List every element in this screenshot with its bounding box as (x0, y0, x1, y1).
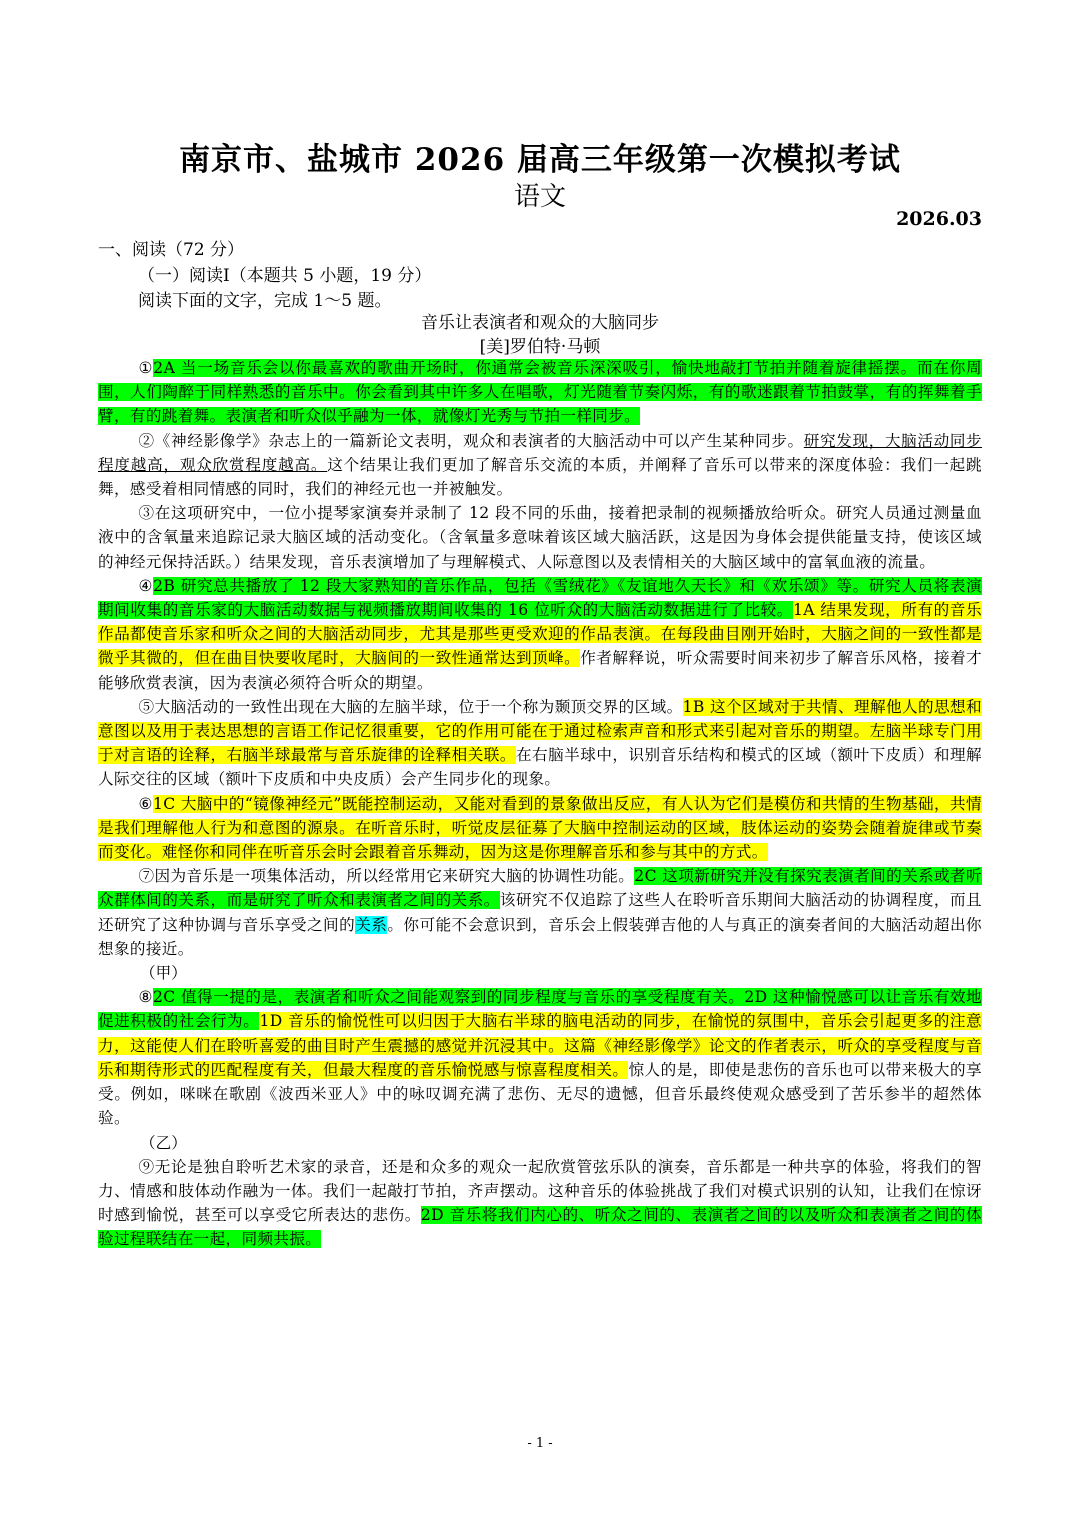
highlight-green: 2B 研究总共播放了 12 段大家熟知的音乐作品，包括《雪绒花》《友谊地久天长》和《欢乐颂》等。研究人员将表演期间收集的音乐家的大脑活动数据与视频播放期间收集的 16 位听众的大脑活动数据进行了比较。 (98, 576, 982, 620)
article-title: 音乐让表演者和观众的大脑同步 (421, 313, 659, 333)
highlight-yellow: 1A 结果发现，所有的音乐作品都使音乐家和听众之间的大脑活动同步，尤其是那些更受欢迎的作品表演。在每段曲目刚开始时，大脑之间的一致性都是微乎其微的，但在曲目快要收尾时，大脑间的一致性通常达到顶峰。 (98, 601, 982, 668)
subject-title: 语文 (513, 182, 566, 212)
paragraph-text: 无论是独自聆听艺术家的录音，还是和众多的观众一起欣赏管弦乐队的演奏，音乐都是一种共享的体验，将我们的智力、情感和肢体动作融为一体。我们一起敲打节拍，齐声摆动。这种音乐的体验挑战了我们对模式识别的认知，让我们在惊讶时感到愉悦，甚至可以享受它所表达的悲伤。 (98, 1157, 982, 1225)
paragraph-number: ⑤ (138, 697, 155, 716)
paragraph-number: ⑦ (138, 867, 155, 886)
paragraph-8 (98, 985, 982, 1130)
paragraph-2 (98, 429, 982, 502)
paragraph-4 (98, 574, 982, 695)
paragraph-9 (98, 1155, 982, 1252)
highlight-yellow: 1C 大脑中的“镜像神经元”既能控制运动，又能对看到的景象做出反应，有人认为它们是模仿和共情的生物基础，共情是我们理解他人行为和意图的源泉。在听音乐时，听觉皮层征募了大脑中控制运动的区域，肢体运动的姿势会随着旋律或节奏而变化。难怪你和同伴在听音乐会时会跟着音乐舞动，因为这是你理解音乐和参与其中的方式。 (98, 794, 982, 862)
instruction: 阅读下面的文字，完成 1～5 题。 (138, 291, 392, 311)
highlight-green: 2C 这项新研究并没有探究表演者间的关系或者听众群体间的关系，而是研究了听众和表演者之间的关系。 (98, 867, 982, 910)
marker-yi: （乙） (140, 1133, 187, 1152)
paragraph-number: ② (138, 431, 155, 450)
paragraph-6 (98, 792, 982, 865)
underlined-text: 研究发现，大脑活动同步程度越高，观众欣赏程度越高。 (98, 431, 982, 474)
highlight-yellow: 1B 这个区域对于共情、理解他人的思想和意图以及用于表达思想的言语工作记忆很重要，它的作用可能在于通过检索声音和形式来引起对音乐的期望。左脑半球专门用于对言语的诠释，右脑半球最常与音乐旋律的诠释相关联。 (98, 697, 982, 765)
article-body (98, 356, 982, 1252)
paragraph-5 (98, 695, 982, 792)
paragraph-text: 这个结果让我们更加了解音乐交流的本质，并阐释了音乐可以带来的深度体验：我们一起跳舞，感受着相同情感的同时，我们的神经元也一并被触发。 (98, 455, 982, 499)
paragraph-text: 作者解释说，听众需要时间来初步了解音乐风格，接着才能够欣赏表演，因为表演必须符合听众的期望。 (98, 649, 982, 692)
paragraph-text: 大脑活动的一致性出现在大脑的左脑半球，位于一个称为颞顶交界的区域。 (154, 697, 683, 716)
paragraph-text: 因为音乐是一项集体活动，所以经常用它来研究大脑的协调性功能。 (154, 867, 635, 886)
paragraph-number: ⑥ (138, 794, 153, 813)
paragraph-text: 惊人的是，即使是悲伤的音乐也可以带来极大的享受。例如，咪咪在歌剧《波西米亚人》中的咏叹调充满了悲伤、无尽的遗憾，但音乐最终使观众感受到了苦乐参半的超然体验。 (98, 1060, 982, 1128)
section-heading: 一、阅读（72 分） (98, 240, 245, 260)
paragraph-text: 《神经影像学》杂志上的一篇新论文表明，观众和表演者的大脑活动中可以产生某种同步。 (154, 431, 804, 450)
paragraph-number: ⑨ (138, 1157, 155, 1176)
highlight-cyan: 关系 (355, 915, 388, 934)
article-author: [美]罗伯特·马顿 (479, 337, 601, 357)
highlight-yellow: 1D 音乐的愉悦性可以归因于大脑右半球的脑电活动的同步，在愉悦的氛围中，音乐会引起更多的注意力，这能使人们在聆听喜爱的曲目时产生震撼的感觉并沉浸其中。这篇《神经影像学》论文的作者表示，听众的享受程度与音乐和期待形式的匹配程度有关，但最大程度的音乐愉悦感与惊喜程度相关。 (98, 1012, 982, 1079)
paragraph-3 (98, 501, 982, 574)
paragraph-number: ④ (138, 576, 154, 595)
paragraph-number: ③ (138, 504, 155, 523)
page-number: - 1 - (527, 1436, 553, 1451)
paragraph-text: 该研究不仅追踪了这些人在聆听音乐期间大脑活动的协调程度，而且还研究了这种协调与音乐享受之间的 (98, 891, 982, 934)
paragraph-number: ① (138, 359, 154, 377)
highlight-green: 2D 音乐将我们内心的、听众之间的、表演者之间的以及听众和表演者之间的体验过程联结在一起，同频共振。 (98, 1206, 982, 1249)
exam-date: 2026.03 (896, 208, 982, 230)
paragraph-7 (98, 864, 982, 961)
exam-title: 南京市、盐城市 2026 届高三年级第一次模拟考试 (179, 142, 901, 178)
paragraph-text: 在右脑半球中，识别音乐结构和模式的区域（额叶下皮质）和理解人际交往的区域（额叶下皮质和中央皮质）会产生同步化的现象。 (98, 746, 982, 789)
paragraph-text: 。你可能不会意识到，音乐会上假装弹吉他的人与真正的演奏者间的大脑活动超出你想象的接近。 (98, 915, 982, 958)
marker-jia: （甲） (140, 964, 187, 983)
subsection-heading: （一）阅读I（本题共 5 小题，19 分） (138, 266, 432, 286)
paragraph-1 (98, 356, 982, 429)
paragraph-number: ⑧ (138, 988, 154, 1007)
highlight-green: 2A 当一场音乐会以你最喜欢的歌曲开场时，你通常会被音乐深深吸引，愉快地敲打节拍并随着旋律摇摆。而在你周围，人们陶醉于同样熟悉的音乐中。你会看到其中许多人在唱歌，灯光随着节奏闪烁，有的歌迷跟着节拍鼓掌，有的挥舞着手臂，有的跳着舞。表演者和听众似乎融为一体，就像灯光秀与节拍一样同步。 (98, 359, 982, 426)
paragraph-text: 在这项研究中，一位小提琴家演奏并录制了 12 段不同的乐曲，接着把录制的视频播放给听众。研究人员通过测量血液中的含氧量来追踪记录大脑区域的活动变化。（含氧量多意味着该区域大脑活跃，这是因为身体会提供能量支持，使该区域的神经元保持活跃。）结果发现，音乐表演增加了与理解模式、人际意图以及表情相关的大脑区域中的富氧血液的流量。 (98, 504, 982, 571)
highlight-green: 2C 值得一提的是，表演者和听众之间能观察到的同步程度与音乐的享受程度有关。2D 这种愉悦感可以让音乐有效地促进积极的社会行为。 (98, 988, 982, 1031)
